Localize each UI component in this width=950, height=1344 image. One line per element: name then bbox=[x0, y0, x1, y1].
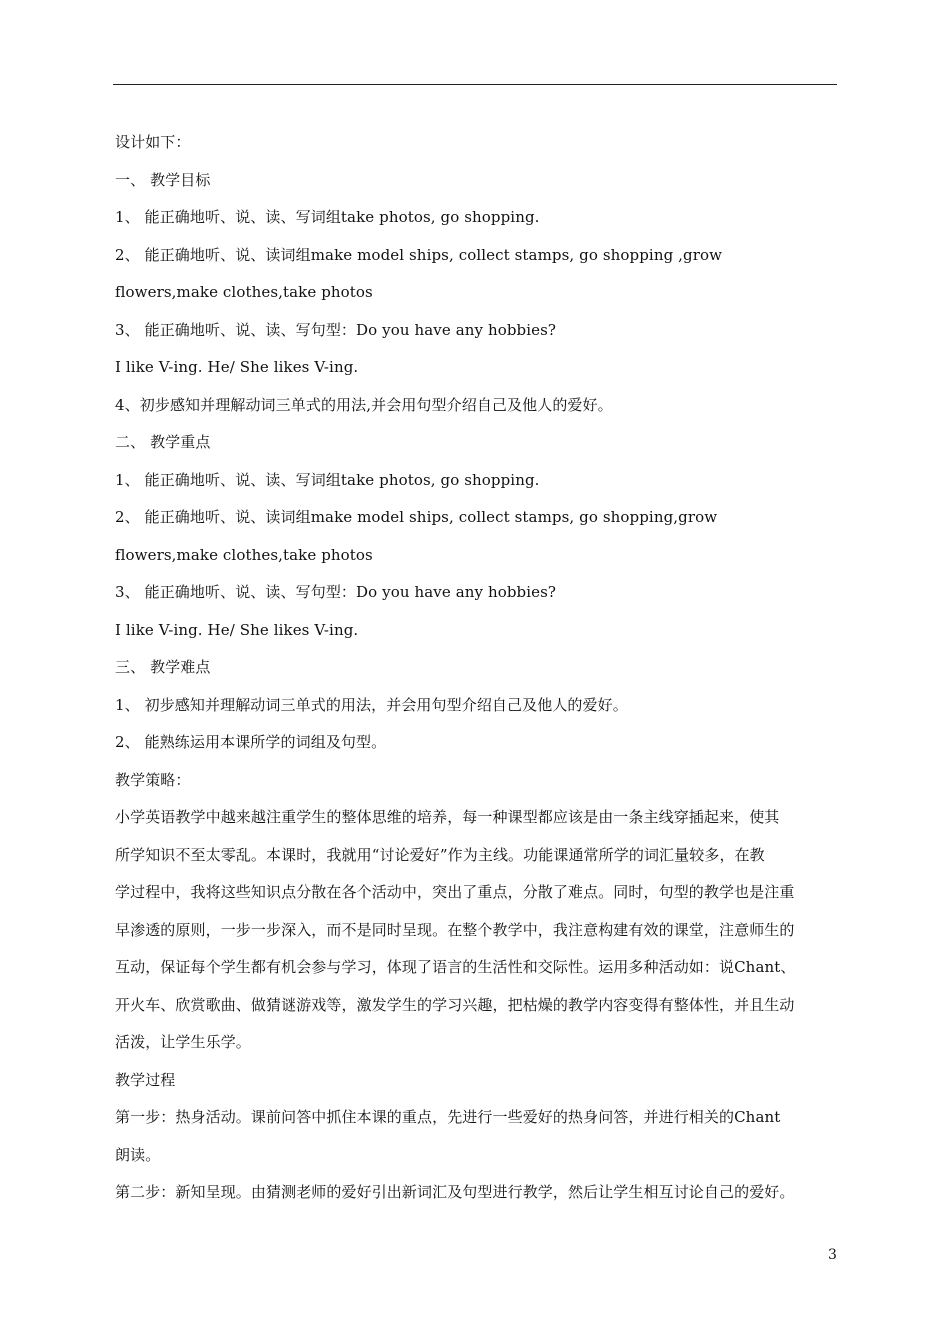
section-heading-objectives: 一、 教学目标 bbox=[115, 170, 211, 189]
key-point-item-2: 2、 能正确地听、说、读词组make model ships, collect stamps, go shopping,grow bbox=[115, 508, 718, 526]
strategy-paragraph-line-4: 早渗透的原则，一步一步深入，而不是同时呈现。在整个教学中，我注意构建有效的课堂，注意师生的 bbox=[115, 920, 795, 939]
key-point-item-2-cont: flowers,make clothes,take photos bbox=[115, 545, 373, 564]
strategy-paragraph-line-2: 所学知识不至太零乱。本课时，我就用“讨论爱好”作为主线。功能课通常所学的词汇量较多，在教 bbox=[115, 845, 765, 864]
strategy-paragraph-line-7: 活泼，让学生乐学。 bbox=[115, 1033, 251, 1051]
objective-item-1: 1、 能正确地听、说、读、写词组take photos, go shopping. bbox=[115, 208, 540, 226]
header-rule bbox=[113, 84, 837, 85]
page-number: 3 bbox=[828, 1247, 837, 1263]
step-2-line-1: 第二步：新知呈现。由猜测老师的爱好引出新词汇及句型进行教学，然后让学生相互讨论自己的爱好。 bbox=[115, 1183, 795, 1201]
objective-item-3-cont: I like V-ing. He/ She likes V-ing. bbox=[115, 358, 359, 376]
intro-line: 设计如下： bbox=[115, 133, 191, 151]
section-heading-difficulties: 三、 教学难点 bbox=[115, 658, 211, 676]
strategy-paragraph-line-5: 互动，保证每个学生都有机会参与学习，体现了语言的生活性和交际性。运用多种活动如：说Chant、 bbox=[115, 958, 796, 976]
document-body bbox=[115, 124, 850, 1212]
step-1-line-1: 第一步：热身活动。课前问答中抓住本课的重点，先进行一些爱好的热身问答，并进行相关的Chant bbox=[115, 1108, 781, 1126]
key-point-item-1: 1、 能正确地听、说、读、写词组take photos, go shopping. bbox=[115, 470, 540, 489]
objective-item-2-cont: flowers,make clothes,take photos bbox=[115, 283, 373, 301]
strategy-paragraph-line-1: 小学英语教学中越来越注重学生的整体思维的培养，每一种课型都应该是由一条主线穿插起来，使其 bbox=[115, 808, 780, 826]
objective-item-3: 3、 能正确地听、说、读、写句型：Do you have any hobbies? bbox=[115, 320, 557, 339]
key-point-item-3-cont: I like V-ing. He/ She likes V-ing. bbox=[115, 620, 359, 639]
key-point-item-3: 3、 能正确地听、说、读、写句型：Do you have any hobbies? bbox=[115, 583, 557, 601]
strategy-paragraph-line-6: 开火车、欣赏歌曲、做猜谜游戏等，激发学生的学习兴趣，把枯燥的教学内容变得有整体性，并且生动 bbox=[115, 995, 795, 1014]
objective-item-2: 2、 能正确地听、说、读词组make model ships, collect stamps, go shopping ,grow bbox=[115, 245, 723, 264]
step-1-line-2: 朗读。 bbox=[115, 1145, 161, 1164]
section-heading-strategy: 教学策略： bbox=[115, 770, 191, 789]
strategy-paragraph-line-3: 学过程中，我将这些知识点分散在各个活动中，突出了重点，分散了难点。同时，句型的教学也是注重 bbox=[115, 883, 795, 901]
section-heading-key-points: 二、 教学重点 bbox=[115, 433, 211, 451]
section-heading-process: 教学过程 bbox=[115, 1070, 176, 1089]
difficulty-item-1: 1、 初步感知并理解动词三单式的用法，并会用句型介绍自己及他人的爱好。 bbox=[115, 695, 628, 714]
objective-item-4: 4、初步感知并理解动词三单式的用法,并会用句型介绍自己及他人的爱好。 bbox=[115, 395, 613, 414]
difficulty-item-2: 2、 能熟练运用本课所学的词组及句型。 bbox=[115, 733, 387, 751]
